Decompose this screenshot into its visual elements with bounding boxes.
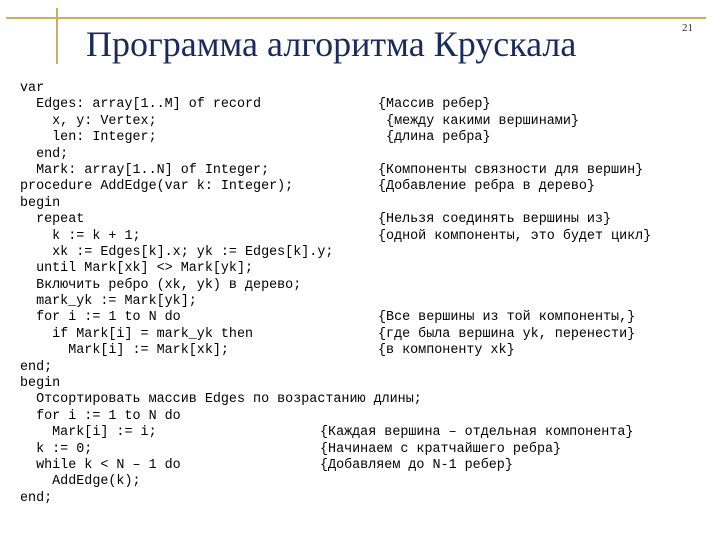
code-line [20,278,710,294]
code-text: Включить ребро (xk, yk) в дерево; [20,277,302,293]
code-line [20,294,710,310]
code-line [20,196,710,212]
code-text: Mark[i] := i; [20,425,157,441]
code-text: Отсортировать массив Edges по возрастанию длины; [20,392,422,408]
code-line [20,212,710,228]
code-line [20,179,710,195]
code-line [20,392,710,408]
code-text: for i := 1 to N do [20,310,181,326]
code-line [20,343,710,359]
code-line [20,97,710,113]
code-text: while k < N – 1 do [20,457,181,473]
pascal-code-listing [20,81,710,507]
code-text: Mark[i] := Mark[xk]; [20,343,229,359]
code-line [20,81,710,97]
code-line [20,491,710,507]
code-text: var [20,81,45,96]
code-comment: {Каждая вершина – отдельная компонента} [320,425,634,441]
code-line [20,130,710,146]
code-comment: {Нельзя соединять вершины из} [378,212,612,228]
code-comment: {Массив ребер} [378,97,491,113]
code-comment: {длина ребра} [378,130,491,146]
code-line [20,245,710,261]
code-text: mark_yk := Mark[yk]; [20,294,197,310]
code-comment: {между какими вершинами} [378,113,579,129]
code-text: procedure AddEdge(var k: Integer); [20,179,294,195]
code-line [20,229,710,245]
code-line [20,360,710,376]
code-text: end; [20,490,53,506]
code-text: end; [20,146,69,162]
code-line [20,147,710,163]
slide-number: 21 [682,22,693,34]
title-frame-left-line [56,8,58,64]
code-line [20,327,710,343]
code-text: Mark: array[1..N] of Integer; [20,162,270,178]
code-line [20,114,710,130]
code-text: for i := 1 to N do [20,408,181,424]
slide-title: Программа алгоритма Крускала [86,24,577,64]
code-text: AddEdge(k); [20,474,141,490]
code-text: x, y: Vertex; [20,113,157,129]
code-text: repeat [20,212,85,228]
code-line [20,310,710,326]
code-comment: {Добавление ребра в дерево} [378,179,595,195]
code-text: until Mark[xk] <> Mark[yk]; [20,261,254,277]
code-text: len: Integer; [20,130,157,146]
code-text: begin [20,195,61,211]
code-line [20,425,710,441]
code-comment: {в компоненту xk} [378,343,515,359]
code-text: end; [20,359,53,375]
code-line [20,261,710,277]
title-frame-top-line [6,17,706,19]
code-text: k := 0; [20,441,93,457]
code-line [20,442,710,458]
code-line [20,409,710,425]
code-line [20,376,710,392]
code-comment: {Все вершины из той компоненты,} [378,310,636,326]
code-comment: {Начинаем с кратчайшего ребра} [320,441,562,457]
code-text: begin [20,376,61,392]
code-line [20,458,710,474]
code-text: if Mark[i] = mark_yk then [20,326,254,342]
code-comment: {Добавляем до N-1 ребер} [320,457,513,473]
code-text: xk := Edges[k].x; yk := Edges[k].y; [20,244,334,260]
code-comment: {Компоненты связности для вершин} [378,162,644,178]
code-comment: {где была вершина yk, перенести} [378,326,636,342]
code-comment: {одной компоненты, это будет цикл} [378,228,652,244]
code-line [20,163,710,179]
code-line [20,474,710,490]
code-text: Edges: array[1..M] of record [20,97,262,113]
code-text: k := k + 1; [20,228,141,244]
